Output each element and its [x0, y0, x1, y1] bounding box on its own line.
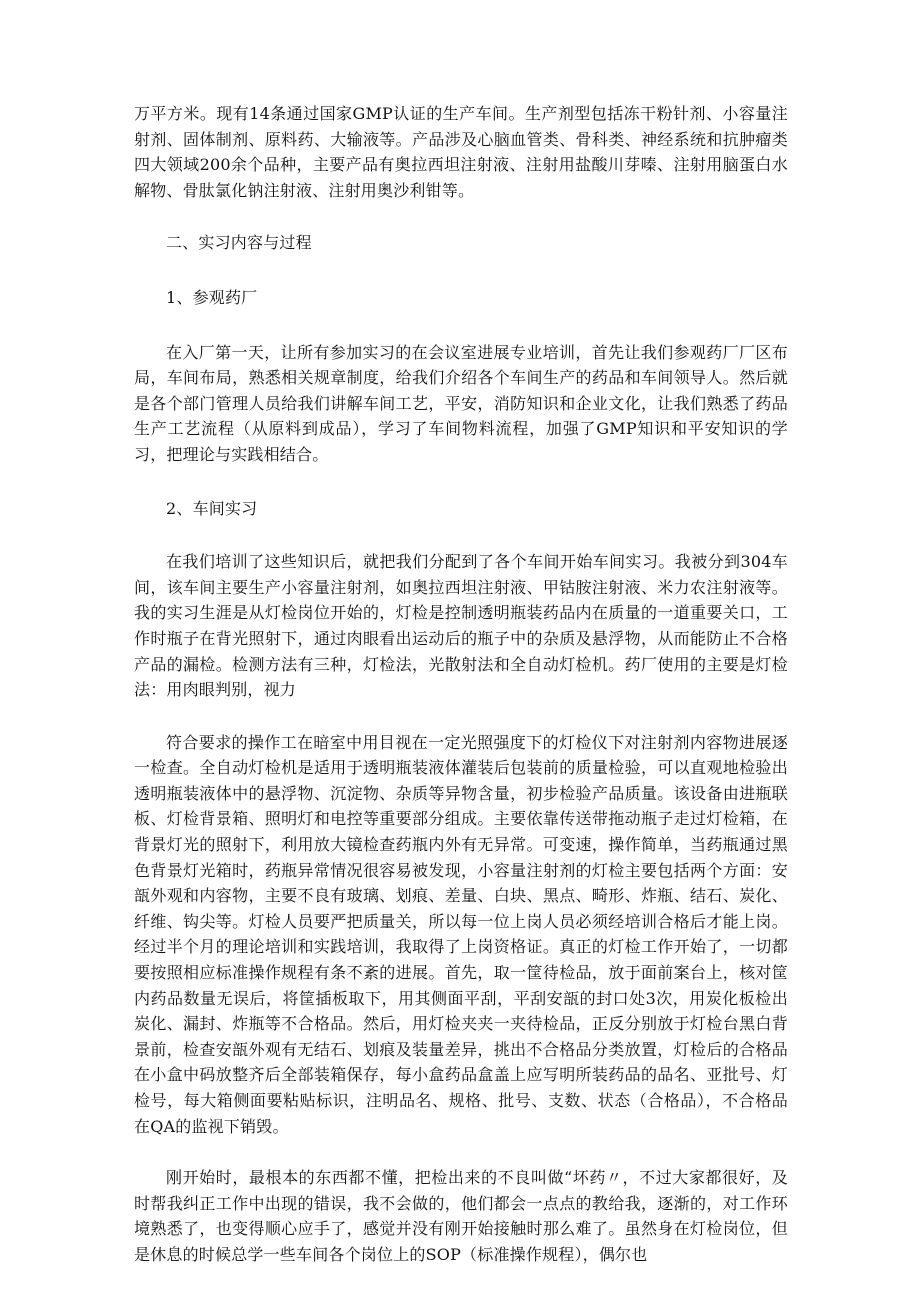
intro-paragraph: 万平方米。现有14条通过国家GMP认证的生产车间。生产剂型包括冻干粉针剂、小容量注射剂、固体制剂、原料药、大输液等。产品涉及心脑血管类、骨科类、神经系统和抗肿瘤类四大领域200余个品种，主要产品有奥拉西坦注射液、注射用盐酸川芽嗪、注射用脑蛋白水解物、骨肽氯化钠注射液、注射用奥沙利钳等。 [134, 104, 788, 200]
spacer [134, 703, 788, 730]
workshop-paragraph: 在我们培训了这些知识后，就把我们分配到了各个车间开始车间实习。我被分到304车间，该车间主要生产小容量注射剂，如奥拉西坦注射液、甲钴胺注射液、米力农注射液等。我的实习生涯是从灯检岗位开始的，灯检是控制透明瓶装药品内在质量的一道重要关口，工作时瓶子在背光照射下，通过肉眼看出运动后的瓶子中的杂质及悬浮物，从而能防止不合格产品的漏检。检测方法有三种，灯检法，光散射法和全自动灯检机。药厂使用的主要是灯检法：用肉眼判别，视力 [134, 552, 788, 700]
subheading-factory-visit: 1、参观药厂 [166, 287, 258, 307]
subheading-workshop-internship: 2、车间实习 [166, 498, 258, 518]
document-page [134, 101, 788, 1268]
spacer [134, 203, 788, 230]
spacer [134, 256, 788, 285]
spacer [134, 1139, 788, 1165]
section-heading-internship-content: 二、实习内容与过程 [166, 233, 312, 253]
beginning-paragraph: 刚开始时，最根本的东西都不懂，把检出来的不良叫做“坏药〃，不过大家都很好，及时帮我纠正工作中出现的错误，我不会做的，他们都会一点点的教给我，逐渐的，对工作环境熟悉了，也变得顺心应手了，感觉并没有刚开始接触时那么难了。虽然身在灯检岗位，但是休息的时候总学一些车间各个岗位上的SOP（标准操作规程），偶尔也 [134, 1168, 788, 1264]
inspection-paragraph: 符合要求的操作工在暗室中用目视在一定光照强度下的灯检仪下对注射剂内容物进展逐一检查。全自动灯检机是适用于透明瓶装液体灌装后包装前的质量检验，可以直观地检验出透明瓶装液体中的悬浮物、沉淀物、杂质等异物含量，初步检验产品质量。该设备由进瓶联板、灯检背景箱、照明灯和电控等重要部分组成。主要依靠传送带拖动瓶子走过灯检箱，在背景灯光的照射下，利用放大镜检查药瓶内外有无异常。可变速，操作简单，当药瓶通过黑色背景灯光箱时，药瓶异常情况很容易被发现，小容量注射剂的灯检主要包括两个方面：安瓿外观和内容物，主要不良有玻璃、划痕、差量、白块、黑点、畸形、炸瓶、结石、炭化、纤维、钩尖等。灯检人员要严把质量关，所以每一位上岗人员必须经培训合格后才能上岗。经过半个月的理论培训和实践培训，我取得了上岗资格证。真正的灯检工作开始了，一切都要按照相应标准操作规程有条不紊的进展。首先，取一筐待检品，放于面前案台上，核对筐内药品数量无误后，将筐插板取下，用其侧面平刮，平刮安瓿的封口处3次，用炭化板检出炭化、漏封、炸瓶等不合格品。然后，用灯检夹夹一夹待检品，正反分别放于灯检台黑白背景前，检查安瓿外观有无结石、划痕及装量差异，挑出不合格品分类放置，灯检后的合格品在小盒中码放整齐后全部装箱保存，每小盒药品盒盖上应写明所装药品的品名、亚批号、灯检号，每大箱侧面要粘贴标识，注明品名、规格、批号、支数、状态（合格品），不合格品在QA的监视下销毁。 [134, 732, 788, 1136]
spacer [134, 521, 788, 549]
factory-visit-paragraph: 在入厂第一天，让所有参加实习的在会议室进展专业培训，首先让我们参观药厂厂区布局，车间布局，熟悉相关规章制度，给我们介绍各个车间生产的药品和车间领导人。然后就是各个部门管理人员给我们讲解车间工艺，平安，消防知识和企业文化，让我们熟悉了药品生产工艺流程（从原料到成品），学习了车间物料流程，加强了GMP知识和平安知识的学习，把理论与实践相结合。 [134, 342, 788, 464]
spacer [134, 468, 788, 496]
spacer [134, 311, 788, 340]
